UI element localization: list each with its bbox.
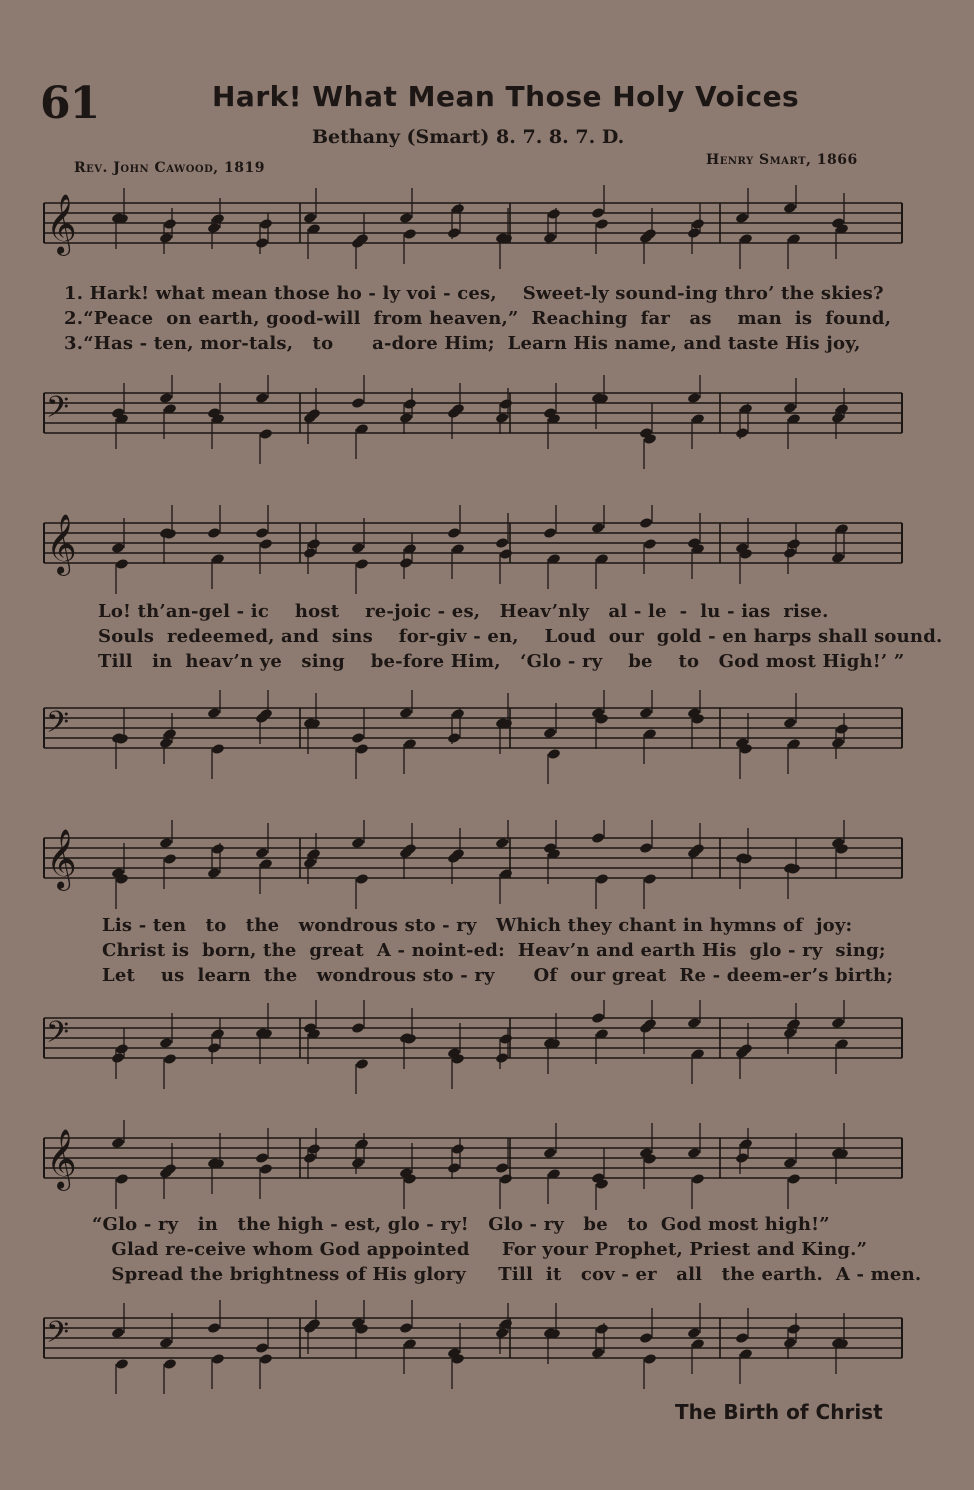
lyric-line: 2.“Peace on earth, good-will from heaven,” Reaching far as man is found, bbox=[64, 308, 892, 329]
notehead bbox=[783, 1157, 797, 1169]
notehead bbox=[495, 837, 509, 849]
lyric-line: Christ is born, the great A - noint-ed: Heav’n and earth His glo - ry sing; bbox=[102, 940, 886, 961]
notehead bbox=[399, 412, 413, 424]
notehead bbox=[159, 392, 173, 404]
notehead bbox=[787, 1173, 801, 1185]
notehead bbox=[783, 547, 797, 559]
notehead bbox=[303, 212, 317, 224]
notehead bbox=[595, 873, 609, 885]
bass-staff-1 bbox=[40, 375, 910, 470]
bass-staff-3 bbox=[40, 1000, 910, 1095]
notehead bbox=[355, 743, 369, 755]
notehead bbox=[591, 522, 605, 534]
notehead bbox=[735, 1332, 749, 1344]
notehead bbox=[399, 707, 413, 719]
notehead bbox=[495, 1162, 509, 1174]
notehead bbox=[691, 1173, 705, 1185]
notehead bbox=[547, 748, 561, 760]
bass-clef-icon: 𝄢 bbox=[46, 706, 70, 747]
notehead bbox=[351, 542, 365, 554]
notehead bbox=[259, 428, 273, 440]
notehead bbox=[159, 837, 173, 849]
notehead bbox=[111, 1137, 125, 1149]
notehead bbox=[159, 1037, 173, 1049]
notehead bbox=[495, 537, 509, 549]
notehead bbox=[307, 1143, 321, 1155]
notehead bbox=[307, 538, 321, 550]
notehead bbox=[159, 232, 173, 244]
notehead bbox=[115, 1043, 129, 1055]
notehead bbox=[259, 538, 273, 550]
bass-clef-icon: 𝄢 bbox=[46, 391, 70, 432]
notehead bbox=[543, 232, 557, 244]
notehead bbox=[355, 1058, 369, 1070]
notehead bbox=[543, 727, 557, 739]
notehead bbox=[691, 218, 705, 230]
notehead bbox=[115, 1358, 129, 1370]
notehead bbox=[111, 542, 125, 554]
notehead bbox=[163, 218, 177, 230]
notehead bbox=[163, 853, 177, 865]
notehead bbox=[831, 737, 845, 749]
notehead bbox=[499, 1173, 513, 1185]
notehead bbox=[495, 1327, 509, 1339]
notehead bbox=[351, 1157, 365, 1169]
notehead bbox=[687, 227, 701, 239]
notehead bbox=[207, 707, 221, 719]
notehead bbox=[351, 397, 365, 409]
notehead bbox=[163, 1358, 177, 1370]
notehead bbox=[255, 527, 269, 539]
notehead bbox=[115, 1173, 129, 1185]
hymn-number: 61 bbox=[40, 78, 100, 129]
notehead bbox=[255, 392, 269, 404]
notehead bbox=[835, 723, 849, 735]
notehead bbox=[303, 857, 317, 869]
notehead bbox=[207, 527, 221, 539]
lyric-line: Lis - ten to the wondrous sto - ry Which they chant in hymns of joy: bbox=[102, 915, 853, 936]
notehead bbox=[639, 842, 653, 854]
treble-clef-icon: 𝄞 bbox=[46, 829, 77, 889]
composer-credit: Henry Smart, 1866 bbox=[706, 152, 858, 168]
bass-staff-2 bbox=[40, 690, 910, 785]
notehead bbox=[591, 1012, 605, 1024]
section-label: The Birth of Christ bbox=[675, 1400, 883, 1424]
notehead bbox=[735, 427, 749, 439]
notehead bbox=[211, 843, 225, 855]
treble-staff-1 bbox=[40, 185, 910, 280]
notehead bbox=[543, 527, 557, 539]
notehead bbox=[787, 1323, 801, 1335]
notehead bbox=[259, 1353, 273, 1365]
notehead bbox=[403, 398, 417, 410]
notehead bbox=[831, 412, 845, 424]
notehead bbox=[211, 1353, 225, 1365]
lyric-line: Souls redeemed, and sins for-giv - en, Loud our gold - en harps shall sound. bbox=[98, 626, 943, 647]
notehead bbox=[591, 832, 605, 844]
notehead bbox=[499, 398, 513, 410]
notehead bbox=[495, 1052, 509, 1064]
notehead bbox=[591, 1347, 605, 1359]
notehead bbox=[543, 1147, 557, 1159]
notehead bbox=[447, 732, 461, 744]
notehead bbox=[163, 1053, 177, 1065]
notehead bbox=[447, 227, 461, 239]
notehead bbox=[783, 402, 797, 414]
notehead bbox=[735, 1152, 749, 1164]
notehead bbox=[591, 207, 605, 219]
notehead bbox=[351, 1022, 365, 1034]
notehead bbox=[783, 1337, 797, 1349]
notehead bbox=[399, 557, 413, 569]
treble-staff-2 bbox=[40, 505, 910, 600]
lyric-line: Let us learn the wondrous sto - ry Of our great Re - deem-er’s birth; bbox=[102, 965, 894, 986]
notehead bbox=[643, 873, 657, 885]
tune-name: Bethany (Smart) 8. 7. 8. 7. D. bbox=[312, 126, 625, 148]
notehead bbox=[499, 1033, 513, 1045]
notehead bbox=[399, 212, 413, 224]
notehead bbox=[399, 1322, 413, 1334]
notehead bbox=[159, 737, 173, 749]
notehead bbox=[783, 1027, 797, 1039]
notehead bbox=[355, 873, 369, 885]
notehead bbox=[355, 558, 369, 570]
notehead bbox=[639, 1332, 653, 1344]
notehead bbox=[687, 392, 701, 404]
notehead bbox=[303, 547, 317, 559]
treble-clef-icon: 𝄞 bbox=[46, 514, 77, 574]
treble-clef-icon: 𝄞 bbox=[46, 1129, 77, 1189]
bass-staff-4 bbox=[40, 1300, 910, 1395]
notehead bbox=[787, 538, 801, 550]
lyric-line: “Glo - ry in the high - est, glo - ry! Glo - ry be to God most high!” bbox=[92, 1214, 830, 1235]
hymn-title: Hark! What Mean Those Holy Voices bbox=[212, 80, 800, 113]
treble-staff-4 bbox=[40, 1120, 910, 1210]
lyricist-credit: Rev. John Cawood, 1819 bbox=[74, 160, 266, 176]
notehead bbox=[211, 743, 225, 755]
notehead bbox=[687, 1017, 701, 1029]
notehead bbox=[303, 1152, 317, 1164]
bass-clef-icon: 𝄢 bbox=[46, 1316, 70, 1357]
notehead bbox=[783, 202, 797, 214]
notehead bbox=[255, 847, 269, 859]
notehead bbox=[643, 1353, 657, 1365]
notehead bbox=[447, 1162, 461, 1174]
notehead bbox=[255, 237, 269, 249]
notehead bbox=[207, 1042, 221, 1054]
notehead bbox=[499, 548, 513, 560]
lyric-line: 1. Hark! what mean those ho - ly voi - ces, Sweet-ly sound-ing thro’ the skies? bbox=[64, 283, 884, 304]
notehead bbox=[639, 517, 653, 529]
notehead bbox=[351, 837, 365, 849]
treble-clef-icon: 𝄞 bbox=[46, 194, 77, 254]
notehead bbox=[259, 218, 273, 230]
notehead bbox=[255, 1342, 269, 1354]
notehead bbox=[643, 538, 657, 550]
notehead bbox=[403, 228, 417, 240]
notehead bbox=[687, 1147, 701, 1159]
notehead bbox=[595, 218, 609, 230]
notehead bbox=[687, 1327, 701, 1339]
notehead bbox=[831, 1017, 845, 1029]
notehead bbox=[159, 1337, 173, 1349]
notehead bbox=[207, 222, 221, 234]
notehead bbox=[115, 558, 129, 570]
lyric-line: Spread the brightness of His glory Till it cov - er all the earth. A - men. bbox=[92, 1264, 922, 1285]
bass-clef-icon: 𝄢 bbox=[46, 1016, 70, 1057]
notehead bbox=[639, 707, 653, 719]
lyric-line: 3.“Has - ten, mor-tals, to a-dore Him; Learn His name, and taste His joy, bbox=[64, 333, 861, 354]
notehead bbox=[495, 412, 509, 424]
lyric-line: Lo! th’an-gel - ic host re-joic - es, Heav’nly al - le - lu - ias rise. bbox=[98, 601, 829, 622]
lyric-line: Till in heav’n ye sing be-fore Him, ‘Glo - ry be to God most High!’ ” bbox=[98, 651, 905, 672]
notehead bbox=[783, 717, 797, 729]
notehead bbox=[111, 1052, 125, 1064]
notehead bbox=[451, 1143, 465, 1155]
notehead bbox=[207, 1322, 221, 1334]
notehead bbox=[207, 867, 221, 879]
notehead bbox=[735, 212, 749, 224]
notehead bbox=[447, 527, 461, 539]
notehead bbox=[595, 1323, 609, 1335]
notehead bbox=[831, 552, 845, 564]
notehead bbox=[259, 1163, 273, 1175]
notehead bbox=[111, 1327, 125, 1339]
notehead bbox=[351, 732, 365, 744]
notehead bbox=[255, 1152, 269, 1164]
lyric-line: Glad re-ceive whom God appointed For your Prophet, Priest and King.” bbox=[92, 1239, 868, 1260]
treble-staff-3 bbox=[40, 820, 910, 910]
notehead bbox=[547, 208, 561, 220]
